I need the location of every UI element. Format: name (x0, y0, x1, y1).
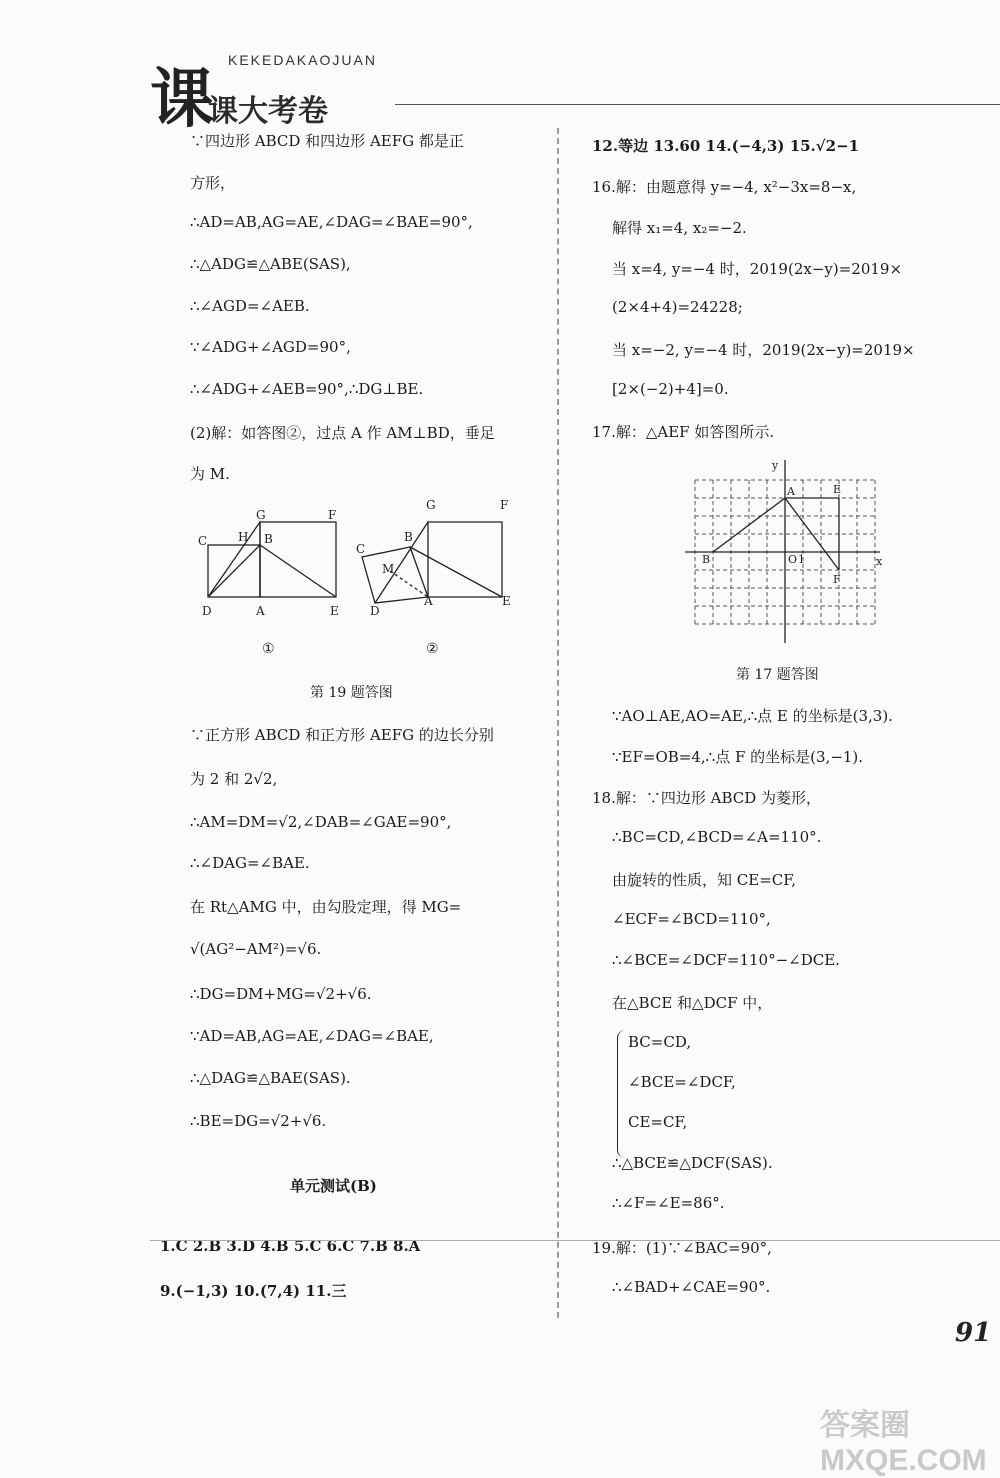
text-line: ∴AM=DM=√2,∠DAB=∠GAE=90°, (190, 813, 452, 831)
text-line: 12.等边 13.60 14.(−4,3) 15.√2−1 (592, 137, 860, 155)
logo-pinyin: KEKEDAKAOJUAN (228, 52, 377, 68)
text-line: ∴△BCE≌△DCF(SAS). (612, 1154, 773, 1172)
column-divider (557, 128, 559, 1318)
figure-19 (190, 495, 530, 665)
text-line: ∴DG=DM+MG=√2+√6. (190, 985, 372, 1003)
label-C2: C (356, 542, 366, 556)
text-line: ∵EF=OB=4,∴点 F 的坐标是(3,−1). (612, 748, 864, 766)
text-line: √(AG²−AM²)=√6. (190, 940, 322, 958)
logo-char: 课 (150, 62, 214, 137)
text-line: ∵AD=AB,AG=AE,∠DAG=∠BAE, (190, 1027, 434, 1045)
figure-17-grid (680, 455, 890, 645)
fig17-caption: 第 17 题答图 (736, 667, 819, 683)
text-line: 18.解：∵四边形 ABCD 为菱形， (592, 789, 822, 807)
svg-text:1: 1 (798, 553, 805, 566)
text-line: ∴∠ADG+∠AEB=90°,∴DG⊥BE. (190, 380, 424, 398)
label-A2: A (424, 594, 433, 608)
fig19-sub1: ① (262, 641, 275, 657)
system-line: BC=CD, (628, 1033, 692, 1051)
text-line: 解得 x₁=4, x₂=−2. (612, 219, 747, 237)
text-line: 在 Rt△AMG 中，由勾股定理，得 MG= (190, 898, 462, 916)
label-C: C (198, 534, 208, 548)
label-E2: E (502, 594, 511, 608)
svg-text:F: F (833, 573, 841, 586)
label-A: A (256, 604, 265, 618)
header-logo (150, 40, 410, 137)
text-line: 当 x=−2, y=−4 时，2019(2x−y)=2019× (612, 341, 915, 359)
header-rule (395, 104, 1000, 105)
system-brace (617, 1030, 628, 1158)
text-line: ∴∠DAG=∠BAE. (190, 854, 310, 872)
text-line: ∴BC=CD,∠BCD=∠A=110°. (612, 828, 822, 846)
text-line: 19.解：(1)∵∠BAC=90°, (592, 1239, 772, 1257)
system-line: ∠BCE=∠DCF, (628, 1073, 736, 1091)
label-G2: G (426, 498, 436, 512)
svg-text:E: E (833, 483, 842, 496)
section-title: 单元测试(B) (290, 1177, 377, 1195)
text-line: 17.解：△AEF 如答图所示. (592, 423, 775, 441)
text-line: 为 2 和 2√2, (190, 770, 278, 788)
system-line: CE=CF, (628, 1113, 688, 1131)
label-F2: F (500, 498, 509, 512)
text-line: 当 x=4, y=−4 时，2019(2x−y)=2019× (612, 260, 903, 278)
svg-text:B: B (702, 553, 711, 566)
text-line: ∴BE=DG=√2+√6. (190, 1112, 327, 1130)
fig19-caption: 第 19 题答图 (310, 685, 393, 701)
page-number: 91 (955, 1318, 992, 1348)
text-line: (2×4+4)=24228; (612, 298, 743, 316)
svg-text:O: O (788, 553, 798, 566)
text-line: ∵四边形 ABCD 和四边形 AEFG 都是正 (190, 132, 464, 150)
text-line: (2)解：如答图②，过点 A 作 AM⊥BD，垂足 (190, 424, 495, 442)
svg-text:x: x (876, 555, 883, 568)
svg-text:y: y (772, 459, 779, 472)
text-line: ∴∠F=∠E=86°. (612, 1194, 725, 1212)
text-line: ∴△ADG≌△ABE(SAS), (190, 255, 351, 273)
svg-text:A: A (787, 485, 795, 498)
text-line: ∵正方形 ABCD 和正方形 AEFG 的边长分别 (190, 726, 494, 744)
text-line: ∵∠ADG+∠AGD=90°, (190, 338, 351, 356)
label-D: D (202, 604, 212, 618)
text-line: 方形， (190, 174, 236, 192)
text-line: 为 M. (190, 465, 230, 483)
text-line: ∴△DAG≌△BAE(SAS). (190, 1069, 351, 1087)
text-line: 由旋转的性质，知 CE=CF, (612, 871, 797, 889)
text-line: ∠ECF=∠BCD=110°, (612, 910, 771, 928)
text-line: ∴∠BCE=∠DCF=110°−∠DCE. (612, 951, 840, 969)
logo-text: 课大考卷 (208, 94, 328, 129)
text-line: [2×(−2)+4]=0. (612, 380, 729, 398)
text-line: ∴∠BAD+∠CAE=90°. (612, 1278, 771, 1296)
label-G: G (256, 508, 266, 522)
watermark: 答案圈 MXQE.COM (820, 1409, 987, 1477)
text-line: ∴∠AGD=∠AEB. (190, 297, 310, 315)
text-line: 16.解：由题意得 y=−4, x²−3x=8−x, (592, 178, 857, 196)
answers-line: 1.C 2.B 3.D 4.B 5.C 6.C 7.B 8.A (160, 1237, 421, 1255)
label-F: F (328, 508, 337, 522)
label-B2: B (404, 530, 413, 544)
label-H: H (238, 530, 249, 544)
label-D2: D (370, 604, 380, 618)
text-line: ∴AD=AB,AG=AE,∠DAG=∠BAE=90°, (190, 213, 473, 231)
fig19-sub2: ② (426, 641, 439, 657)
text-line: ∵AO⊥AE,AO=AE,∴点 E 的坐标是(3,3). (612, 707, 893, 725)
bottom-rule (150, 1240, 1000, 1241)
label-E: E (330, 604, 339, 618)
text-line: 在△BCE 和△DCF 中， (612, 994, 773, 1012)
label-B: B (264, 532, 273, 546)
label-M2: M (382, 562, 395, 576)
answers-line: 9.(−1,3) 10.(7,4) 11.三 (160, 1282, 347, 1300)
